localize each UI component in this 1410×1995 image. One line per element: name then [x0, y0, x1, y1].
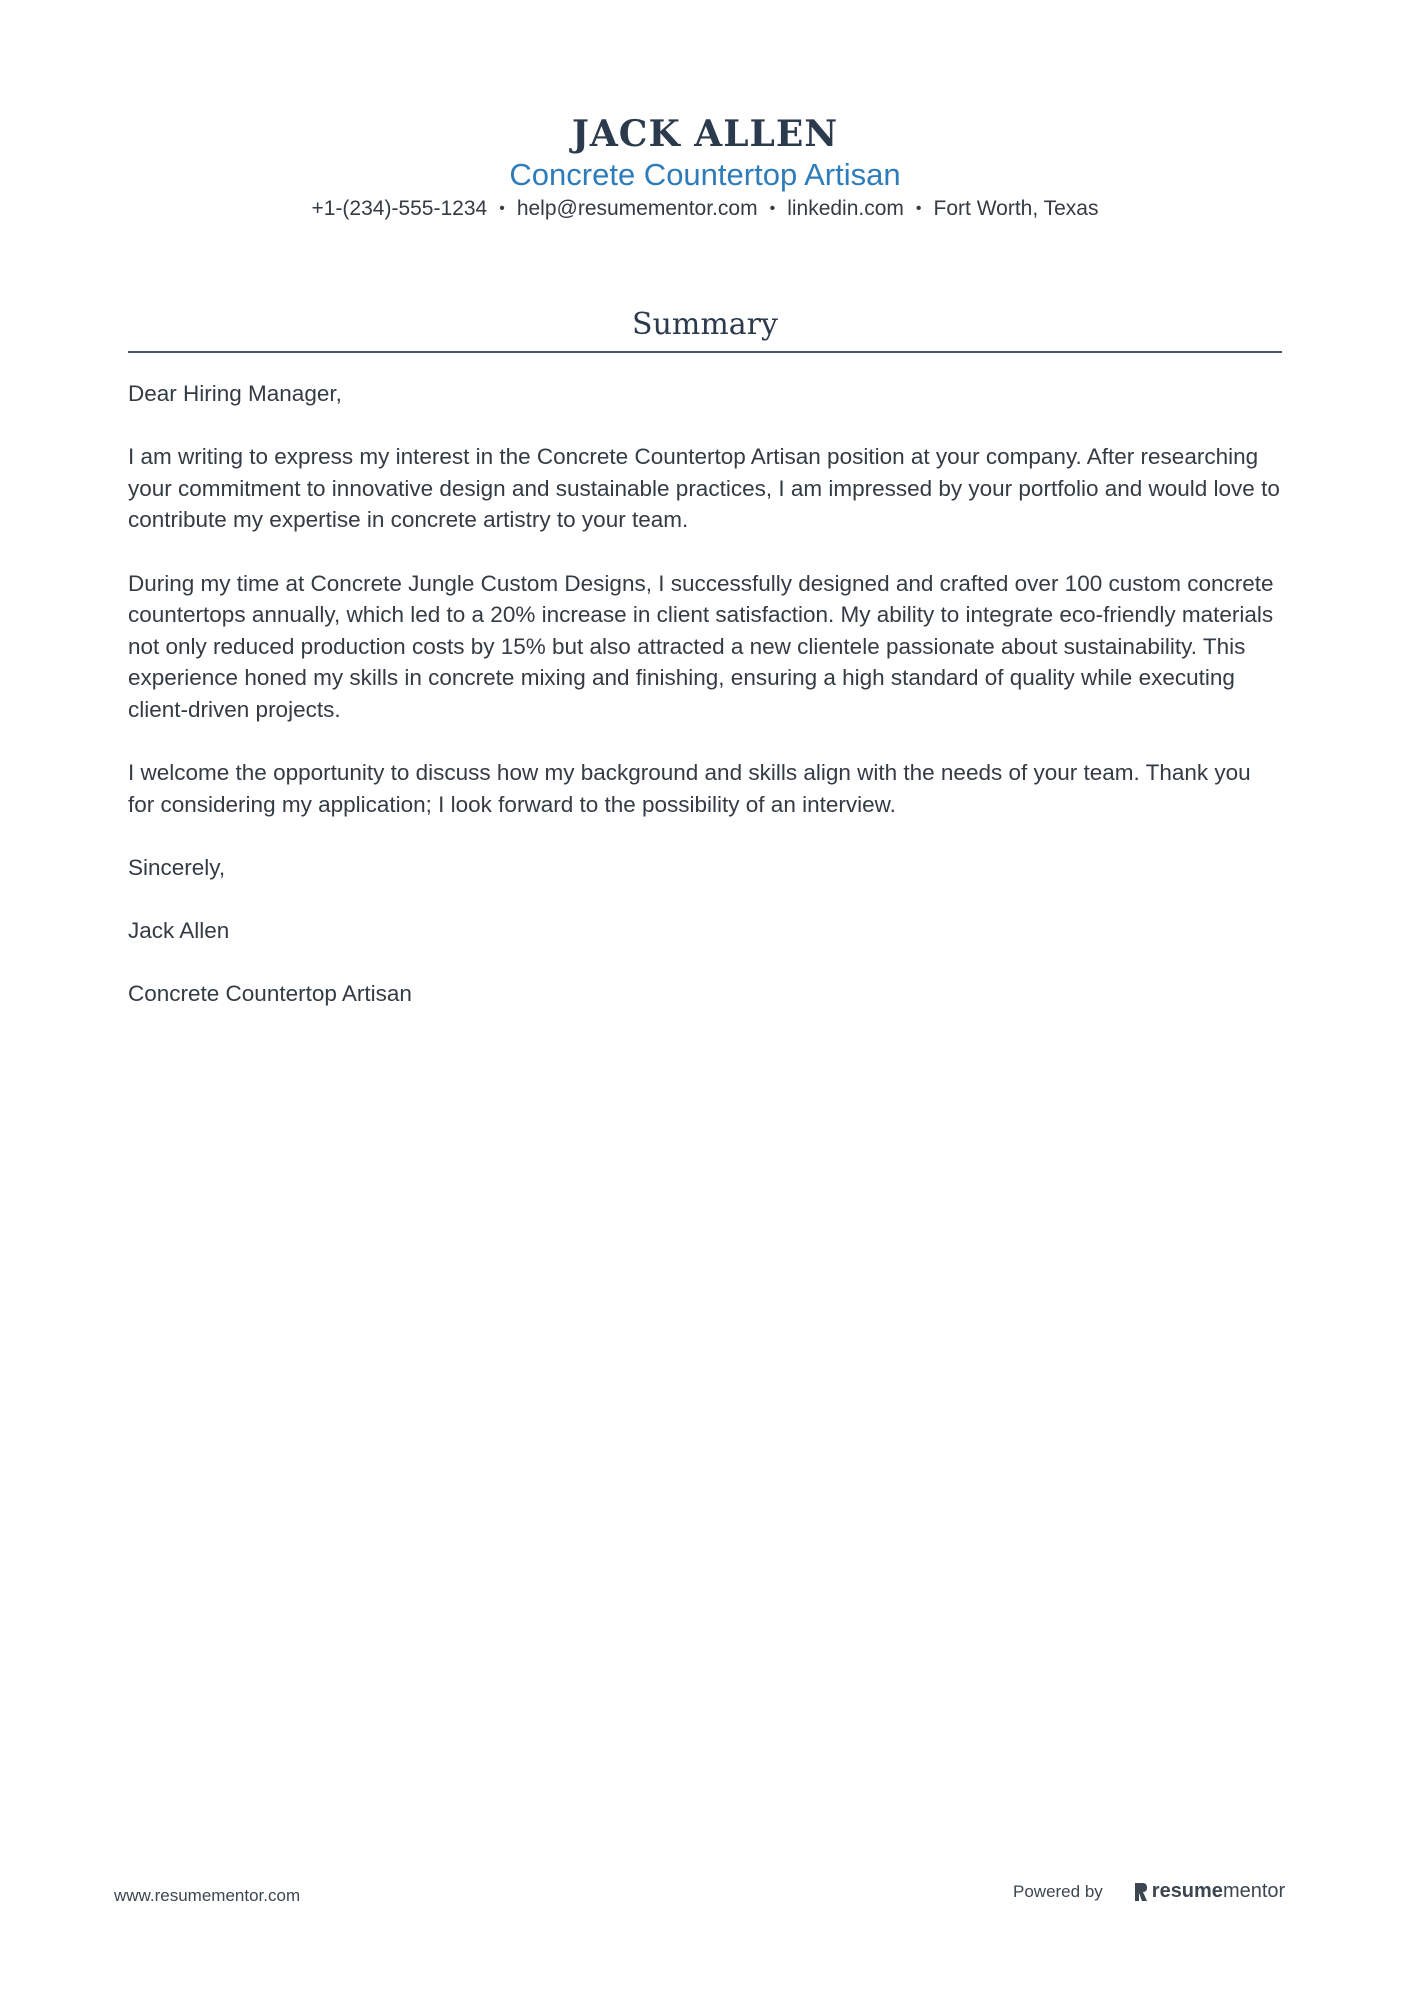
- contact-separator: •: [915, 200, 922, 217]
- letter-paragraph-2: During my time at Concrete Jungle Custom Designs, I successfully designed and crafted over 100 custom concrete countertops annually, which led to a 20% increase in client satisfaction. My ability to integrate eco-friendly materials not only reduced production costs by 15% but also attracted a new clientele passionate about sustainability. This experience honed my skills in concrete mixing and finishing, ensuring a high standard of quality while executing client-driven projects.: [128, 570, 1274, 722]
- letter-closing: Sincerely,: [128, 854, 226, 880]
- contact-separator: •: [499, 200, 505, 217]
- contact-phone: +1-(234)-555-1234: [311, 197, 488, 220]
- section-title-summary: Summary: [632, 307, 778, 342]
- signature-name: Jack Allen: [128, 918, 230, 944]
- letter-paragraph-1: I am writing to express my interest in the Concrete Countertop Artisan position at your company. After researching your commitment to innovative design and sustainable practices, I am impressed by your portfolio and would love to contribute my expertise in concrete artistry to your team.: [128, 444, 1280, 533]
- powered-by-label: Powered by: [1013, 1881, 1103, 1901]
- brand-name-bold: resume: [1151, 1880, 1223, 1902]
- contact-email: help@resumementor.com: [516, 197, 758, 220]
- letter-header: [0, 110, 1410, 224]
- letter-paragraph-3: I welcome the opportunity to discuss how my background and skills align with the needs of your team. Thank you for considering my application; I look forward to the possibility of an interview.: [128, 760, 1251, 817]
- brand-name-light: mentor: [1222, 1880, 1286, 1902]
- letter-salutation: Dear Hiring Manager,: [128, 381, 342, 406]
- contact-linkedin: linkedin.com: [787, 197, 904, 220]
- section-divider: [128, 351, 1282, 353]
- contact-separator: •: [769, 200, 776, 217]
- letter-body: [128, 378, 1282, 1041]
- footer-website: www.resumementor.com: [114, 1886, 301, 1905]
- candidate-job-title: Concrete Countertop Artisan: [509, 157, 901, 192]
- contact-location: Fort Worth, Texas: [933, 197, 1099, 220]
- footer-branding: [1013, 1880, 1285, 1903]
- candidate-name: JACK ALLEN: [571, 113, 839, 155]
- brand-logo: [1133, 1880, 1285, 1903]
- contact-line: [0, 194, 1410, 224]
- resumementor-logo-icon: [1133, 1882, 1148, 1902]
- signature-title: Concrete Countertop Artisan: [128, 981, 412, 1007]
